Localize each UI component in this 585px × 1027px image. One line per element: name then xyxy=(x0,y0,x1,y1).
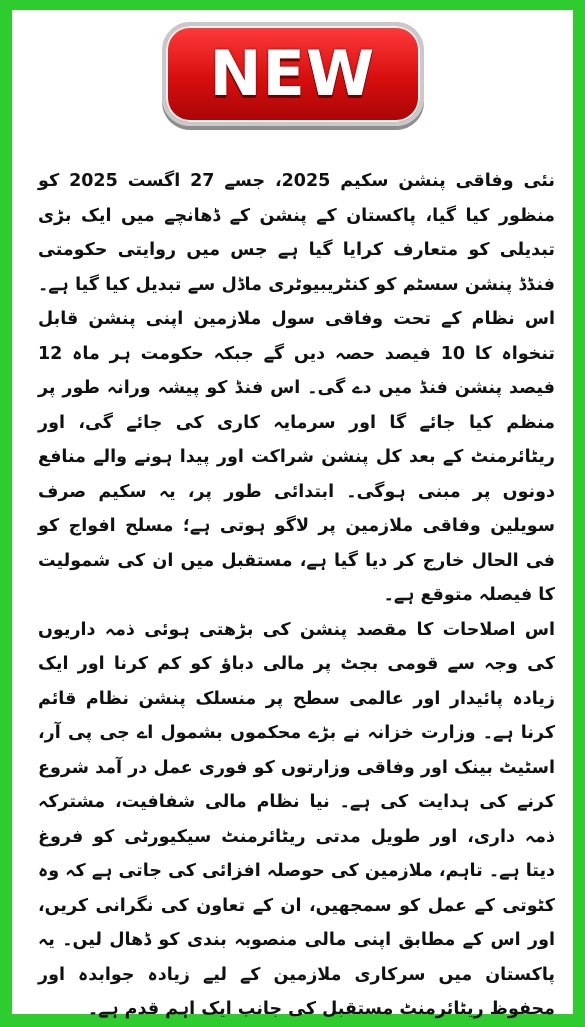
new-badge-container xyxy=(0,22,585,126)
new-badge-label: NEW xyxy=(209,37,376,110)
new-badge xyxy=(162,22,424,126)
article-paragraph-2: اس اصلاحات کا مقصد پنشن کی بڑھتی ہوئی ذمہ داریوں کی وجہ سے قومی بجٹ پر مالی دباؤ کو کم کرنا اور ایک زیادہ پائیدار اور عالمی سطح پر منسلک پنشن نظام قائم کرنا ہے۔ وزارت خزانہ نے بڑے محکموں بشمول اے جی پی آر، اسٹیٹ بینک اور وفاقی وزارتوں کو فوری عمل در آمد شروع کرنے کی ہدایت کی ہے۔ نیا نظام مالی شفافیت، مشترکہ ذمہ داری، اور طویل مدتی ریٹائرمنٹ سیکیورٹی کو فروغ دیتا ہے۔ تاہم، ملازمین کی حوصلہ افزائی کی جاتی ہے کہ وہ کٹوتی کے عمل کو سمجھیں، ان کے تعاون کی نگرانی کریں، اور اس کے مطابق اپنی مالی منصوبہ بندی کو ڈھال لیں۔ یہ پاکستان میں سرکاری ملازمین کے لیے زیادہ جوابدہ اور محفوظ ریٹائرمنٹ مستقبل کی جانب ایک اہم قدم ہے۔ xyxy=(38,619,555,1019)
article-paragraph-1: نئی وفاقی پنشن سکیم 2025، جسے 27 اگست 2025 کو منظور کیا گیا، پاکستان کے پنشن کے ڈھانچے میں ایک بڑی تبدیلی کو متعارف کرایا گیا ہے جس میں روایتی حکومتی فنڈڈ پنشن سسٹم کو کنٹریبیوٹری ماڈل سے تبدیل کیا گیا ہے۔ اس نظام کے تحت وفاقی سول ملازمین اپنی پنشن قابل تنخواہ کا 10 فیصد حصہ دیں گے جبکہ حکومت ہر ماہ 12 فیصد پنشن فنڈ میں دے گی۔ اس فنڈ کو پیشہ ورانہ طور پر منظم کیا جائے گا اور سرمایہ کاری کی جائے گی، اور ریٹائرمنٹ کے بعد کل پنشن شراکت اور پیدا ہونے والے منافع دونوں پر مبنی ہوگی۔ ابتدائی طور پر، یہ سکیم صرف سویلین وفاقی ملازمین پر لاگو ہوتی ہے؛ مسلح افواج کو فی الحال خارج کر دیا گیا ہے، مستقبل میں ان کی شمولیت کا فیصلہ متوقع ہے۔ xyxy=(38,171,555,605)
article-body xyxy=(38,164,555,1027)
